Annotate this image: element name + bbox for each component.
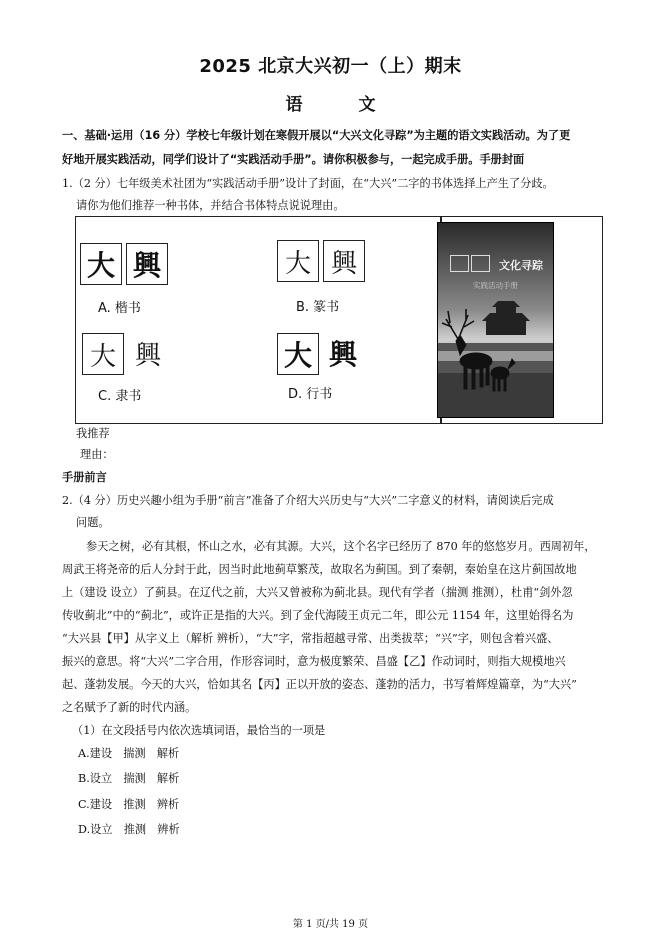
subject-char-1: 语 — [285, 95, 303, 115]
choice-b: B.设立 揣测 解析 — [78, 772, 180, 785]
section1-heading-line2: 好地开展实践活动，同学们设计了“实践活动手册”。请你积极参与，一起完成手册。手册封面 — [62, 153, 525, 166]
choice-d: D.设立 推测 辨析 — [78, 823, 180, 836]
passage-line-4: 传收蓟北”中的“蓟北”，或许正是指的大兴。到了金代海陵王贞元二年，即公元 1154 年，这里始得名为 — [62, 609, 574, 622]
passage-line-1: 参天之树，必有其根，怀山之水，必有其源。大兴，这个名字已经历了 870 年的悠悠岁月。西周初年， — [86, 540, 596, 553]
option-a-char-2: 興 — [126, 243, 168, 285]
passage-line-7: 起、蓬勃发展。今天的大兴，恰如其名【丙】正以开放的姿态、蓬勃的活力，书写着辉煌篇章，为“大兴” — [62, 678, 577, 691]
reason-label: 理由： — [80, 448, 114, 461]
option-c-glyphs — [82, 333, 168, 375]
choice-c: C.建设 推测 辨析 — [78, 798, 180, 811]
passage-line-3: 上（建设 设立）了蓟县。在辽代之前，大兴又曾被称为蓟北县。现代有学者（揣测 推测），杜甫“剑外忽 — [62, 586, 573, 599]
option-d-char-2: 興 — [323, 333, 363, 373]
q2-stem-line1: 2.（4 分）历史兴趣小组为手册“前言”准备了介绍大兴历史与“大兴”二字意义的材料，请阅读后完成 — [62, 494, 554, 507]
option-d-char-1: 大 — [277, 333, 319, 375]
option-d-label: D. 行书 — [288, 387, 333, 402]
subject-heading — [0, 90, 661, 115]
cover-title: 文化寻踪 — [499, 259, 543, 272]
option-a-glyphs — [80, 243, 168, 285]
option-b-char-2: 興 — [323, 240, 365, 282]
option-b-char-1: 大 — [277, 240, 319, 282]
cover-subtitle: 实践活动手册 — [473, 281, 518, 290]
cover-scene-illustration — [438, 223, 553, 417]
passage-line-8: 之名赋予了新的时代内涵。 — [62, 701, 197, 714]
option-b-glyphs — [277, 240, 365, 282]
passage-line-2: 周武王将尧帝的后人分封于此，因当时此地蓟草繁茂，故取名为蓟国。到了秦朝，秦始皇在这片蓟国故地 — [62, 563, 577, 576]
page-title: 2025 北京大兴初一（上）期末 — [199, 56, 462, 77]
section1-heading-line1: 一、基础·运用（16 分）学校七年级计划在寒假开展以“大兴文化寻踪”为主题的语文实践活动。为了更 — [62, 129, 571, 142]
page-number: 第 1 页/共 19 页 — [292, 919, 369, 930]
option-c-char-2: 興 — [128, 333, 168, 373]
q2-subquestion-1: （1）在文段括号内依次选填词语，最恰当的一项是 — [72, 724, 326, 737]
passage-line-6: 振兴的意思。将“大兴”二字合用，作形容词时，意为极度繁荣、昌盛【乙】作动词时，则指大规模地兴 — [62, 655, 566, 668]
handbook-cover-image — [437, 222, 554, 418]
option-a-label: A. 楷书 — [98, 301, 141, 316]
q1-stem-line2: 请你为他们推荐一种书体，并结合书体特点说说理由。 — [76, 199, 345, 212]
option-d-glyphs — [277, 333, 363, 375]
section2-heading: 手册前言 — [62, 471, 107, 484]
option-c-char-1: 大 — [82, 333, 124, 375]
option-b-label: B. 篆书 — [296, 300, 340, 315]
passage-line-5: “大兴县【甲】从字义上（解析 辨析），“大”字，常指超越寻常、出类拔萃；“兴”字，则包含着兴盛、 — [62, 632, 559, 645]
option-c-label: C. 隶书 — [98, 389, 142, 404]
choice-a: A.建设 揣测 解析 — [78, 747, 180, 760]
recommend-label: 我推荐 — [76, 427, 110, 440]
q2-stem-line2: 问题。 — [76, 516, 110, 529]
subject-char-2: 文 — [358, 95, 376, 115]
q1-stem-line1: 1.（2 分）七年级美术社团为“实践活动手册”设计了封面，在“大兴”二字的书体选择上产生了分歧。 — [62, 177, 554, 190]
option-a-char-1: 大 — [80, 243, 122, 285]
